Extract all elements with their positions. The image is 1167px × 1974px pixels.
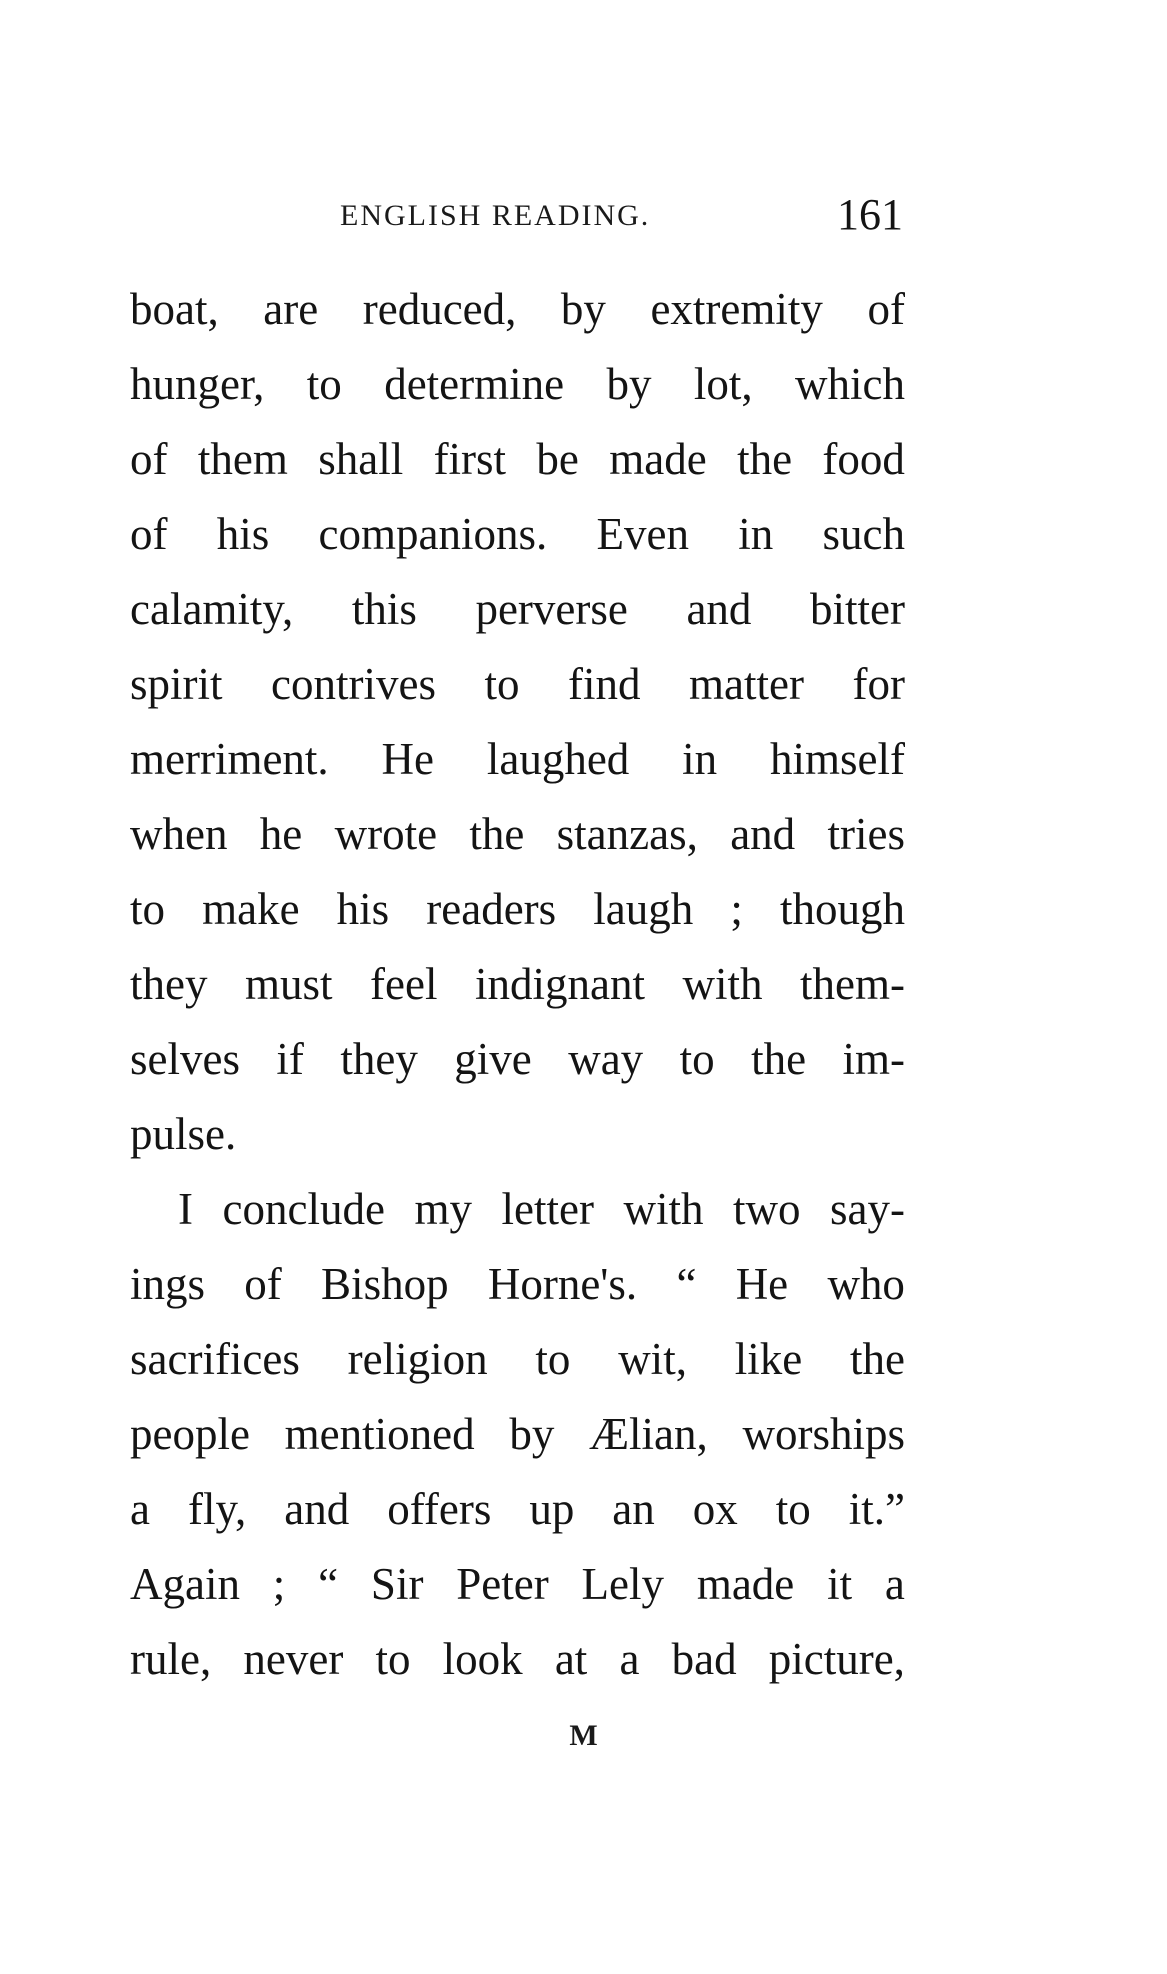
word: of (867, 284, 905, 334)
word: at (554, 1634, 588, 1684)
word: bitter (810, 584, 905, 634)
word: he (259, 809, 303, 859)
word: an (612, 1484, 655, 1534)
body-text (130, 272, 905, 1697)
word: contrives (271, 659, 436, 709)
word: perverse (475, 584, 628, 634)
word: hunger, (130, 359, 265, 409)
word: determine (384, 359, 565, 409)
word: by (560, 284, 606, 334)
word: his (216, 509, 270, 559)
word: ings (130, 1259, 206, 1309)
word: stanzas, (556, 809, 698, 859)
page-number: 161 (837, 190, 903, 239)
text-line (130, 422, 905, 497)
word: fly, (187, 1484, 247, 1534)
word: himself (770, 734, 905, 784)
text-line (130, 1622, 905, 1697)
word: people (130, 1409, 250, 1459)
word: a (130, 1484, 150, 1534)
word: in (738, 509, 774, 559)
word: Ælian, (589, 1409, 708, 1459)
word: way (568, 1034, 644, 1084)
text-line (130, 1097, 905, 1172)
text-line (130, 1247, 905, 1322)
word: this (351, 584, 417, 634)
word: Sir (370, 1559, 424, 1609)
word: of (244, 1259, 282, 1309)
signature-mark: M (569, 1719, 598, 1752)
word: and (284, 1484, 350, 1534)
word: the (751, 1034, 807, 1084)
word: “ (318, 1559, 339, 1609)
running-title: ENGLISH READING. (340, 199, 651, 232)
word: though (779, 884, 905, 934)
word: of (130, 509, 168, 559)
word: by (606, 359, 652, 409)
word: Lely (581, 1559, 664, 1609)
word: they (130, 959, 208, 1009)
word: Bishop (321, 1259, 449, 1309)
word: it.” (848, 1484, 905, 1534)
text-line (130, 572, 905, 647)
text-line (130, 647, 905, 722)
word: a (884, 1559, 905, 1609)
word: lot, (693, 359, 753, 409)
word: if (276, 1034, 304, 1084)
word: to (375, 1634, 411, 1684)
text-line (130, 347, 905, 422)
word: Horne's. (487, 1259, 638, 1309)
text-line (130, 1172, 905, 1247)
word: of (130, 434, 168, 484)
word: food (822, 434, 905, 484)
text-line (130, 1322, 905, 1397)
word: first (433, 434, 507, 484)
word: never (243, 1634, 344, 1684)
text-line (130, 1022, 905, 1097)
word: they (340, 1034, 418, 1084)
word: by (509, 1409, 555, 1459)
word: look (442, 1634, 523, 1684)
running-head (130, 190, 905, 245)
word: boat, (130, 284, 219, 334)
text-line (130, 797, 905, 872)
word: ox (692, 1484, 738, 1534)
word: He (735, 1259, 789, 1309)
word: conclude (222, 1184, 385, 1234)
word: pulse. (130, 1109, 237, 1159)
text-line (130, 497, 905, 572)
word: “ (676, 1259, 697, 1309)
word: like (734, 1334, 803, 1384)
word: Peter (456, 1559, 549, 1609)
word: I (178, 1184, 193, 1234)
word: He (381, 734, 435, 784)
word: for (852, 659, 905, 709)
word: them (197, 434, 288, 484)
word: ; (272, 1559, 286, 1609)
word: companions. (318, 509, 548, 559)
word: selves (130, 1034, 240, 1084)
word: with (623, 1184, 704, 1234)
word: rule, (130, 1634, 212, 1684)
word: two (732, 1184, 801, 1234)
word: Even (596, 509, 689, 559)
word: to (775, 1484, 811, 1534)
word: find (568, 659, 641, 709)
word: tries (827, 809, 905, 859)
word: matter (689, 659, 804, 709)
word: reduced, (362, 284, 517, 334)
word: picture, (768, 1634, 905, 1684)
word: in (682, 734, 718, 784)
text-line (130, 1472, 905, 1547)
word: be (536, 434, 579, 484)
word: give (454, 1034, 532, 1084)
word: a (619, 1634, 640, 1684)
word: sacrifices (130, 1334, 300, 1384)
word: up (529, 1484, 575, 1534)
word: to (306, 359, 342, 409)
word: the (849, 1334, 905, 1384)
word: it (827, 1559, 853, 1609)
word: and (730, 809, 796, 859)
word: made (696, 1559, 795, 1609)
word: to (130, 884, 166, 934)
word: wit, (618, 1334, 687, 1384)
word: wrote (334, 809, 438, 859)
word: the (469, 809, 525, 859)
word: which (795, 359, 905, 409)
word: ; (730, 884, 743, 934)
word: Again (130, 1559, 240, 1609)
word: with (682, 959, 763, 1009)
word: make (202, 884, 300, 934)
text-line (130, 272, 905, 347)
word: when (130, 809, 228, 859)
word: shall (318, 434, 404, 484)
word: say- (830, 1184, 905, 1234)
word: his (336, 884, 390, 934)
word: the (737, 434, 793, 484)
word: spirit (130, 659, 223, 709)
word: and (686, 584, 752, 634)
word: extremity (650, 284, 823, 334)
word: such (822, 509, 905, 559)
word: letter (501, 1184, 594, 1234)
text-line (130, 1547, 905, 1622)
text-line (130, 947, 905, 1022)
word: mentioned (284, 1409, 475, 1459)
word: them- (800, 959, 905, 1009)
word: made (609, 434, 707, 484)
word: to (535, 1334, 571, 1384)
word: bad (671, 1634, 737, 1684)
word: who (827, 1259, 905, 1309)
word: readers (426, 884, 557, 934)
word: to (484, 659, 520, 709)
word: laugh (593, 884, 694, 934)
word: laughed (486, 734, 630, 784)
word: to (679, 1034, 715, 1084)
text-line (130, 872, 905, 947)
word: offers (387, 1484, 492, 1534)
text-line (130, 722, 905, 797)
word: worships (742, 1409, 905, 1459)
word: feel (370, 959, 438, 1009)
word: must (245, 959, 333, 1009)
word: merriment. (130, 734, 329, 784)
word: calamity, (130, 584, 294, 634)
word: im- (842, 1034, 905, 1084)
word: indignant (475, 959, 645, 1009)
word: religion (347, 1334, 488, 1384)
text-line (130, 1397, 905, 1472)
word: my (414, 1184, 472, 1234)
word: are (263, 284, 319, 334)
